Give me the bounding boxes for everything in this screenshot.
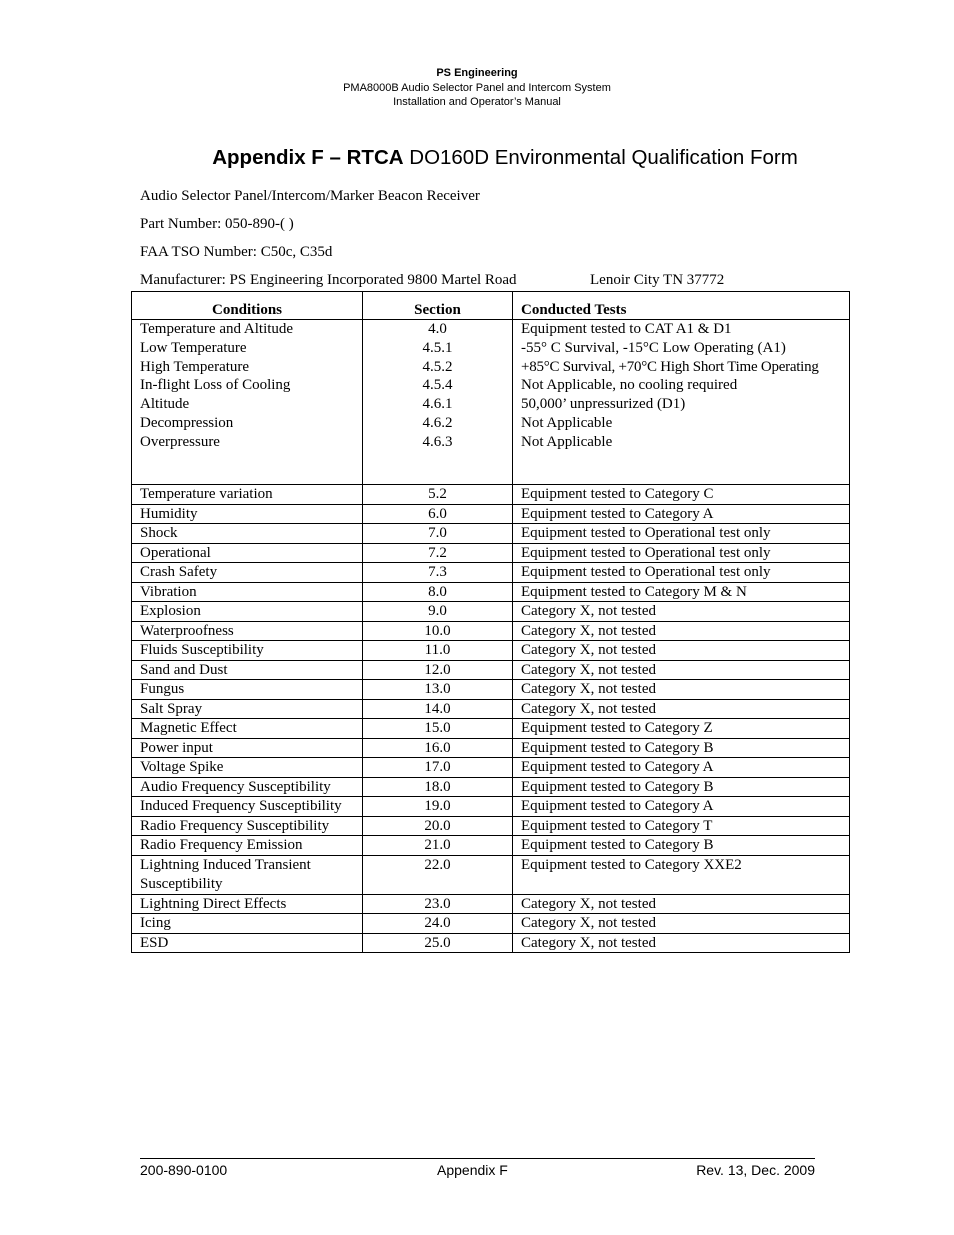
table-header-row <box>132 292 850 320</box>
header-manual: Installation and Operator’s Manual <box>393 96 561 108</box>
temperature-altitude-group <box>132 320 850 485</box>
manufacturer: Manufacturer: PS Engineering Incorporated 9800 Martel Road <box>140 272 517 288</box>
row-test: Equipment tested to Category XXE2 <box>513 855 850 894</box>
row-section: 18.0 <box>363 777 513 797</box>
manufacturer-city: Lenoir City TN 37772 <box>590 272 725 288</box>
header-company: PS Engineering <box>436 67 518 79</box>
row-test: Equipment tested to Category T <box>513 816 850 836</box>
row-condition: Shock <box>132 524 363 544</box>
group-section: 4.6.1 <box>422 396 453 413</box>
row-section: 25.0 <box>363 933 513 953</box>
row-test: Category X, not tested <box>513 699 850 719</box>
row-condition: Lightning Induced Transient Susceptibility <box>132 855 363 894</box>
row-section: 21.0 <box>363 836 513 856</box>
row-test: Equipment tested to Operational test only <box>513 543 850 563</box>
header-conditions: Conditions <box>132 292 363 320</box>
table-row <box>132 621 850 641</box>
row-test: Category X, not tested <box>513 660 850 680</box>
row-test: Equipment tested to Category Z <box>513 719 850 739</box>
table-row <box>132 933 850 953</box>
row-test: Equipment tested to Category B <box>513 738 850 758</box>
group-conditions <box>132 320 363 485</box>
row-condition: Audio Frequency Susceptibility <box>132 777 363 797</box>
group-condition: High Temperature <box>140 358 250 375</box>
row-section: 19.0 <box>363 797 513 817</box>
header-section: Section <box>363 292 513 320</box>
row-test: Equipment tested to Category B <box>513 836 850 856</box>
row-section: 23.0 <box>363 894 513 914</box>
group-tests <box>513 320 850 485</box>
table-row <box>132 543 850 563</box>
title-rest: DO160D Environmental Qualification Form <box>403 146 798 169</box>
group-section: 4.6.3 <box>422 433 453 450</box>
qualification-table <box>131 291 850 953</box>
row-section: 10.0 <box>363 621 513 641</box>
group-sections <box>363 320 513 485</box>
row-test: Category X, not tested <box>513 914 850 934</box>
table-row <box>132 504 850 524</box>
row-section: 7.3 <box>363 563 513 583</box>
group-section: 4.5.1 <box>422 339 453 356</box>
group-section: 4.5.2 <box>422 358 453 375</box>
row-section: 20.0 <box>363 816 513 836</box>
footer-doc-number: 200-890-0100 <box>140 1162 228 1178</box>
row-section: 12.0 <box>363 660 513 680</box>
table-row <box>132 836 850 856</box>
row-condition: Radio Frequency Susceptibility <box>132 816 363 836</box>
row-condition: Salt Spray <box>132 699 363 719</box>
table-row <box>132 660 850 680</box>
row-test: Equipment tested to Category A <box>513 504 850 524</box>
row-section: 6.0 <box>363 504 513 524</box>
table-row <box>132 797 850 817</box>
part-number: Part Number: 050-890-( ) <box>140 216 294 232</box>
group-test: Not Applicable <box>521 414 613 431</box>
row-section: 5.2 <box>363 485 513 505</box>
row-condition: Power input <box>132 738 363 758</box>
row-section: 16.0 <box>363 738 513 758</box>
row-condition: Sand and Dust <box>132 660 363 680</box>
row-test: Equipment tested to Category A <box>513 758 850 778</box>
row-condition: Fungus <box>132 680 363 700</box>
group-condition: Altitude <box>140 396 190 413</box>
row-condition: Induced Frequency Susceptibility <box>132 797 363 817</box>
group-test: -55° C Survival, -15°C Low Operating (A1) <box>521 339 786 356</box>
row-test: Category X, not tested <box>513 602 850 622</box>
row-test: Equipment tested to Category B <box>513 777 850 797</box>
group-condition: In-flight Loss of Cooling <box>140 377 291 394</box>
row-condition: Explosion <box>132 602 363 622</box>
group-test: Equipment tested to CAT A1 & D1 <box>521 321 732 337</box>
table-row <box>132 855 850 894</box>
tso-number: FAA TSO Number: C50c, C35d <box>140 244 333 260</box>
row-section: 7.0 <box>363 524 513 544</box>
row-test: Category X, not tested <box>513 933 850 953</box>
product-description: Audio Selector Panel/Intercom/Marker Beacon Receiver <box>140 188 480 204</box>
table-row <box>132 680 850 700</box>
row-test: Equipment tested to Category M & N <box>513 582 850 602</box>
row-test: Equipment tested to Category A <box>513 797 850 817</box>
row-section: 8.0 <box>363 582 513 602</box>
page-footer <box>140 1158 815 1178</box>
table-row <box>132 738 850 758</box>
row-test: Equipment tested to Category C <box>513 485 850 505</box>
row-test: Category X, not tested <box>513 894 850 914</box>
row-section: 7.2 <box>363 543 513 563</box>
group-condition: Temperature and Altitude <box>140 321 294 337</box>
row-test: Category X, not tested <box>513 680 850 700</box>
group-test: Not Applicable <box>521 433 613 450</box>
row-section: 13.0 <box>363 680 513 700</box>
table-row <box>132 777 850 797</box>
row-condition: ESD <box>132 933 363 953</box>
table-row <box>132 914 850 934</box>
group-test: +85°C Survival, +70°C High Short Time Operating <box>521 358 819 375</box>
group-condition: Overpressure <box>140 433 220 450</box>
header-tests: Conducted Tests <box>513 292 850 320</box>
row-section: 17.0 <box>363 758 513 778</box>
row-condition: Crash Safety <box>132 563 363 583</box>
group-test: Not Applicable, no cooling required <box>521 377 738 394</box>
row-condition: Temperature variation <box>132 485 363 505</box>
row-test: Equipment tested to Operational test only <box>513 524 850 544</box>
footer-revision: Rev. 13, Dec. 2009 <box>696 1162 815 1178</box>
row-test: Category X, not tested <box>513 621 850 641</box>
table-row <box>132 719 850 739</box>
group-section: 4.0 <box>428 321 447 337</box>
table-row <box>132 602 850 622</box>
group-section: 4.5.4 <box>422 377 453 394</box>
row-condition: Voltage Spike <box>132 758 363 778</box>
row-test: Category X, not tested <box>513 641 850 661</box>
row-condition: Icing <box>132 914 363 934</box>
row-condition: Vibration <box>132 582 363 602</box>
row-section: 15.0 <box>363 719 513 739</box>
row-condition: Radio Frequency Emission <box>132 836 363 856</box>
group-condition: Low Temperature <box>140 339 247 356</box>
table-row <box>132 582 850 602</box>
header-product: PMA8000B Audio Selector Panel and Intercom System <box>343 81 611 94</box>
footer-page-label: Appendix F <box>437 1162 508 1178</box>
page-title <box>0 146 954 170</box>
row-condition: Fluids Susceptibility <box>132 641 363 661</box>
table-row <box>132 758 850 778</box>
row-condition: Humidity <box>132 504 363 524</box>
table-row <box>132 524 850 544</box>
table-row <box>132 894 850 914</box>
group-section: 4.6.2 <box>422 414 453 431</box>
table-row <box>132 563 850 583</box>
page-header <box>0 66 954 110</box>
table-row <box>132 485 850 505</box>
title-bold: Appendix F – RTCA <box>212 146 404 169</box>
row-section: 24.0 <box>363 914 513 934</box>
row-condition: Operational <box>132 543 363 563</box>
row-section: 14.0 <box>363 699 513 719</box>
table-row <box>132 641 850 661</box>
row-condition: Waterproofness <box>132 621 363 641</box>
row-section: 9.0 <box>363 602 513 622</box>
row-section: 22.0 <box>363 855 513 894</box>
group-test: 50,000’ unpressurized (D1) <box>521 396 686 413</box>
row-condition: Lightning Direct Effects <box>132 894 363 914</box>
row-test: Equipment tested to Operational test only <box>513 563 850 583</box>
row-condition: Magnetic Effect <box>132 719 363 739</box>
group-condition: Decompression <box>140 414 234 431</box>
table-row <box>132 699 850 719</box>
table-row <box>132 816 850 836</box>
row-section: 11.0 <box>363 641 513 661</box>
